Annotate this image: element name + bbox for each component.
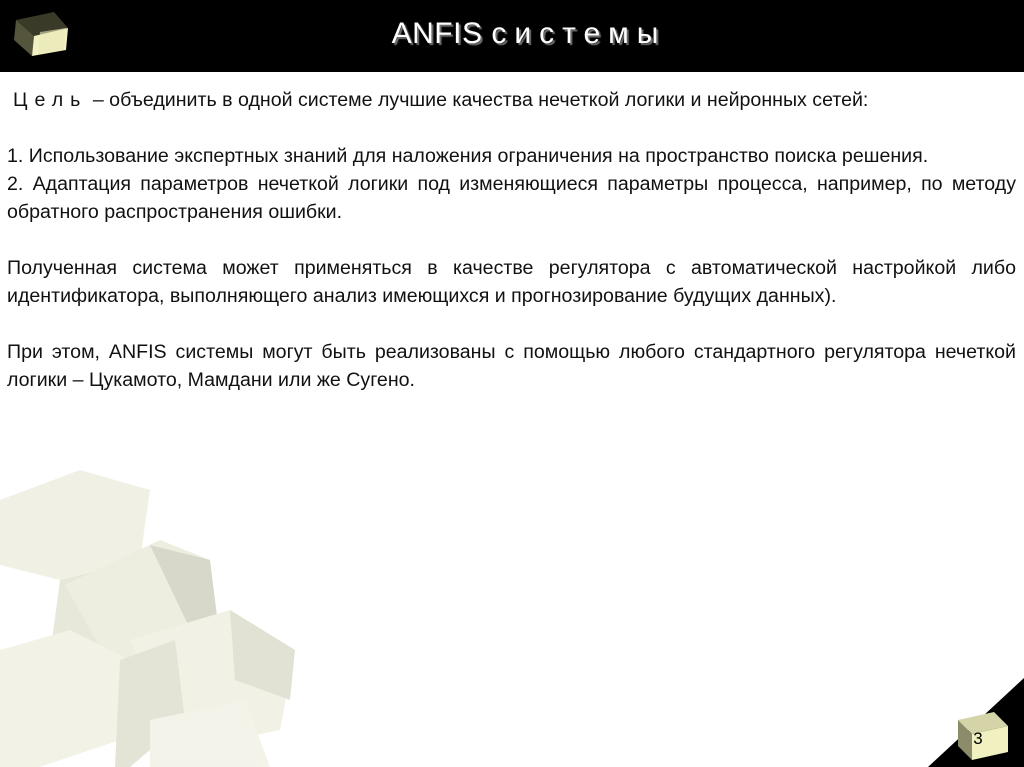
title-prefix: ANFIS	[391, 17, 492, 50]
result-paragraph: Полученная система может применяться в качестве регулятора с автоматической настройкой либо идентификатора, выполняющего анализ имеющихся и прогнозирование будущих данных).	[7, 257, 1016, 307]
title-spaced-word: системы	[491, 17, 667, 50]
goal-text: – объединить в одной системе лучшие качества нечеткой логики и нейронных сетей:	[87, 89, 869, 111]
slide-number: 3	[973, 729, 983, 748]
list-item: 1. Использование экспертных знаний для наложения ограничения на пространство поиска решения.	[7, 145, 929, 167]
anfis-paragraph: При этом, ANFIS системы могут быть реализованы с помощью любого стандартного регулятора нечеткой логики – Цукамото, Мамдани или же Сугено.	[7, 341, 1016, 391]
list-item: 2. Адаптация параметров нечеткой логики под изменяющиеся параметры процесса, например, по методу обратного распространения ошибки.	[7, 173, 1016, 223]
goal-label: Цель	[13, 89, 88, 111]
